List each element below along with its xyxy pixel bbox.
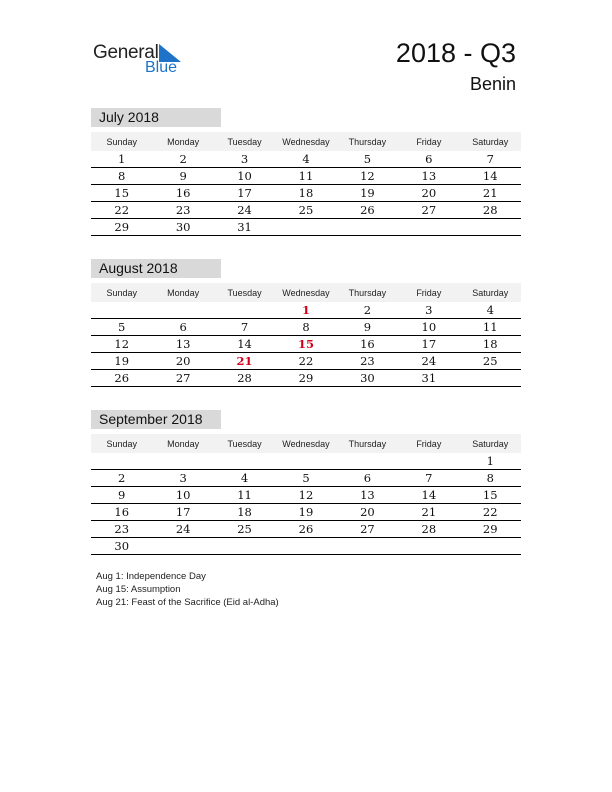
weekday-label: Saturday [472,136,509,147]
day-cell: 30 [114,539,130,553]
day-cell: 15 [482,488,498,502]
logo [93,40,193,80]
day-cell: 2 [179,152,187,166]
day-cell: 8 [118,169,126,183]
day-cell: 24 [237,203,252,217]
day-cell: 20 [421,186,437,200]
weekday-label: Tuesday [227,438,262,449]
week-row [91,302,521,319]
weekday-header [91,283,521,302]
day-cell: 10 [237,169,252,183]
day-cell: 6 [363,471,372,485]
day-cell: 5 [363,152,372,166]
weekday-label: Wednesday [282,438,330,449]
page-title: 2018 - Q3 [395,38,516,68]
day-cell: 27 [175,371,191,385]
day-cell: 22 [482,505,498,519]
weekday-label: Wednesday [282,136,330,147]
day-cell: 21 [421,505,437,519]
day-cell: 23 [360,354,375,368]
day-cell: 14 [421,488,437,502]
weekday-label: Friday [416,136,442,147]
day-cell: 8 [302,320,310,334]
day-cell: 6 [425,152,433,166]
day-cell: 2 [363,303,372,317]
day-cell: 18 [482,337,498,351]
day-cell: 14 [482,169,498,183]
day-cell: 22 [298,354,314,368]
day-cell: 27 [421,203,437,217]
month-september [91,410,521,555]
day-cell: 29 [114,220,130,234]
day-cell: 13 [421,169,437,183]
day-cell: 28 [482,203,498,217]
week-row [91,370,521,387]
week-row [91,504,521,521]
week-row [91,151,521,168]
holiday-note: Aug 21: Feast of the Sacrifice (Eid al-Adha) [96,597,279,608]
week-row [91,538,521,555]
day-cell: 31 [421,371,437,385]
weekday-header [91,132,521,151]
day-cell: 20 [360,505,375,519]
day-cell: 11 [482,320,498,334]
weekday-label: Tuesday [227,287,262,298]
month-label: September 2018 [91,410,221,429]
day-cell: 9 [118,488,126,502]
day-cell: 25 [482,354,498,368]
day-cell: 9 [179,169,187,183]
week-row [91,219,521,236]
week-row [91,202,521,219]
day-cell: 21 [482,186,498,200]
day-cell: 15 [114,186,130,200]
weekday-label: Friday [416,438,442,449]
day-cell: 25 [237,522,252,536]
day-cell: 1 [118,152,126,166]
day-cell: 3 [179,471,187,485]
week-row [91,470,521,487]
weekday-label: Friday [416,287,442,298]
month-august [91,259,521,387]
day-cell: 18 [237,505,252,519]
day-cell: 23 [175,203,191,217]
weekday-label: Sunday [106,136,137,147]
week-row [91,453,521,470]
weekday-label: Thursday [348,438,387,449]
day-cell: 30 [360,371,375,385]
month-label: July 2018 [91,108,221,127]
day-cell: 16 [175,186,191,200]
weekday-label: Monday [167,438,200,449]
day-cell: 20 [175,354,191,368]
weekday-label: Saturday [472,287,509,298]
day-cell: 23 [114,522,130,536]
day-cell: 26 [298,522,314,536]
day-cell: 13 [175,337,191,351]
day-cell: 29 [298,371,314,385]
day-cell: 18 [298,186,314,200]
day-cell: 28 [421,522,437,536]
logo-word-general: General [93,42,159,63]
day-cell: 24 [421,354,437,368]
day-cell: 12 [298,488,314,502]
day-cell: 30 [175,220,191,234]
day-cell: 12 [360,169,375,183]
week-row [91,168,521,185]
week-row [91,185,521,202]
day-cell: 17 [175,505,191,519]
weekday-header [91,434,521,453]
weekday-label: Monday [167,136,200,147]
logo-word-blue: Blue [145,59,178,76]
day-cell: 19 [360,186,375,200]
week-row [91,353,521,370]
day-cell: 14 [237,337,252,351]
day-cell: 17 [237,186,252,200]
weekday-label: Sunday [106,287,137,298]
day-cell: 12 [114,337,130,351]
day-cell: 28 [237,371,252,385]
day-cell: 19 [298,505,314,519]
day-cell: 29 [482,522,498,536]
weekday-label: Thursday [348,287,387,298]
weekday-label: Tuesday [227,136,262,147]
week-row [91,319,521,336]
week-row [91,336,521,353]
day-cell: 7 [425,471,433,485]
day-cell: 10 [421,320,437,334]
weekday-label: Sunday [106,438,137,449]
day-cell: 22 [114,203,130,217]
weekday-label: Monday [167,287,200,298]
day-cell: 4 [240,471,249,485]
day-cell: 24 [175,522,191,536]
day-cell: 25 [298,203,314,217]
holiday-note: Aug 15: Assumption [96,584,181,595]
day-cell: 4 [486,303,494,317]
holiday-notes [96,570,279,609]
day-cell: 1 [486,454,494,468]
day-cell: 11 [237,488,252,502]
day-cell: 9 [363,320,372,334]
day-cell: 7 [486,152,494,166]
day-cell: 10 [175,488,191,502]
day-cell: 26 [114,371,130,385]
weekday-label: Thursday [348,136,387,147]
day-cell: 19 [114,354,130,368]
country-name: Benin [469,74,516,94]
day-cell: 2 [118,471,126,485]
day-cell: 5 [118,320,126,334]
week-row [91,521,521,538]
day-cell: 3 [425,303,433,317]
day-cell: 8 [486,471,494,485]
holiday-day-cell: 21 [236,354,253,368]
day-cell: 17 [421,337,437,351]
day-cell: 16 [360,337,375,351]
holiday-day-cell: 15 [297,337,314,351]
day-cell: 4 [302,152,310,166]
day-cell: 16 [114,505,130,519]
holiday-note: Aug 1: Independence Day [96,571,206,582]
day-cell: 6 [179,320,187,334]
day-cell: 5 [302,471,310,485]
day-cell: 31 [237,220,252,234]
month-label: August 2018 [91,259,221,278]
month-july [91,108,521,236]
holiday-day-cell: 1 [301,303,310,317]
day-cell: 13 [360,488,375,502]
day-cell: 11 [298,169,314,183]
day-cell: 27 [360,522,375,536]
day-cell: 7 [240,320,249,334]
weekday-label: Saturday [472,438,509,449]
day-cell: 26 [360,203,375,217]
weekday-label: Wednesday [282,287,330,298]
week-row [91,487,521,504]
day-cell: 3 [240,152,249,166]
